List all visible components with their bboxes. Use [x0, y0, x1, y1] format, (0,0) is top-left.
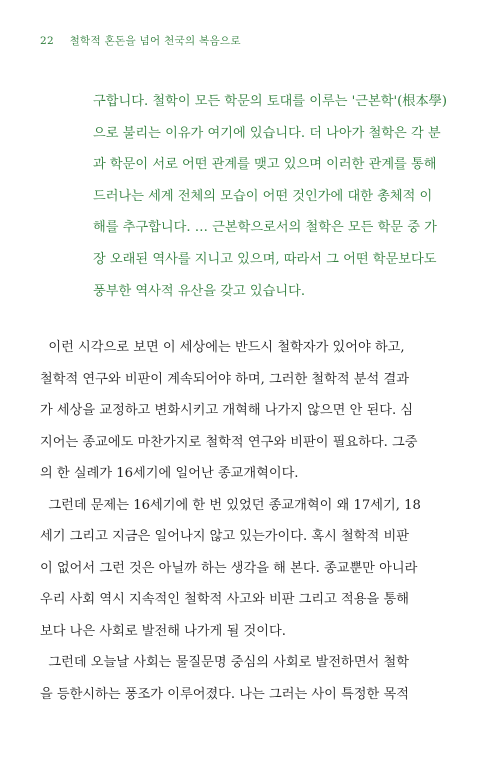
body-line: 가 세상을 교정하고 변화시키고 개혁해 나가지 않으면 안 된다. 심: [40, 403, 414, 418]
body-line: 의 한 실례가 16세기에 일어난 종교개혁이다.: [40, 466, 299, 481]
body-line: 이런 시각으로 보면 이 세상에는 반드시 철학자가 있어야 하고,: [40, 340, 405, 355]
body-line: 우리 사회 역시 지속적인 철학적 사고와 비판 그리고 적용을 통해: [40, 592, 409, 607]
quote-line: 해를 추구합니다. … 근본학으로서의 철학은 모든 학문 중 가: [93, 220, 437, 236]
body-line: 을 등한시하는 풍조가 이루어졌다. 나는 그러는 사이 특정한 목적: [40, 686, 409, 702]
quote-line: 으로 불리는 이유가 여기에 있습니다. 더 나아가 철학은 각 분: [93, 125, 441, 141]
body-line: 이 없어서 그런 것은 아닐까 하는 생각을 해 본다. 종교뿐만 아니라: [40, 560, 418, 576]
running-header: [40, 33, 241, 48]
body-line: 보다 나은 사회로 발전해 나가게 될 것이다.: [40, 623, 286, 639]
block-quote: [93, 86, 448, 307]
quote-line: 드러나는 세계 전체의 모습이 어떤 것인가에 대한 총체적 이: [93, 188, 433, 204]
running-title: 철학적 혼돈을 넘어 천국의 복음으로: [69, 35, 241, 47]
body-line: 철학적 연구와 비판이 계속되어야 하며, 그러한 철학적 분석 결과: [40, 371, 409, 387]
body-text: [40, 332, 460, 710]
body-line: 세기 그리고 지금은 일어나지 않고 있는가이다. 혹시 철학적 비판: [40, 529, 409, 544]
body-line: 지어는 종교에도 마찬가지로 철학적 연구와 비판이 필요하다. 그중: [40, 434, 418, 450]
body-line: 그런데 문제는 16세기에 한 번 있었던 종교개혁이 왜 17세기, 18: [40, 497, 421, 513]
quote-line: 장 오래된 역사를 지니고 있으며, 따라서 그 어떤 학문보다도: [93, 251, 437, 267]
quote-line: 풍부한 역사적 유산을 갖고 있습니다.: [93, 283, 306, 299]
page-number: 22: [40, 35, 54, 47]
quote-line: 구합니다. 철학이 모든 학문의 토대를 이루는 '근본학'(根本學): [93, 94, 447, 109]
quote-line: 과 학문이 서로 어떤 관계를 맺고 있으며 이러한 관계를 통해: [93, 157, 437, 173]
body-line: 그런데 오늘날 사회는 물질문명 중심의 사회로 발전하면서 철학: [40, 655, 409, 670]
